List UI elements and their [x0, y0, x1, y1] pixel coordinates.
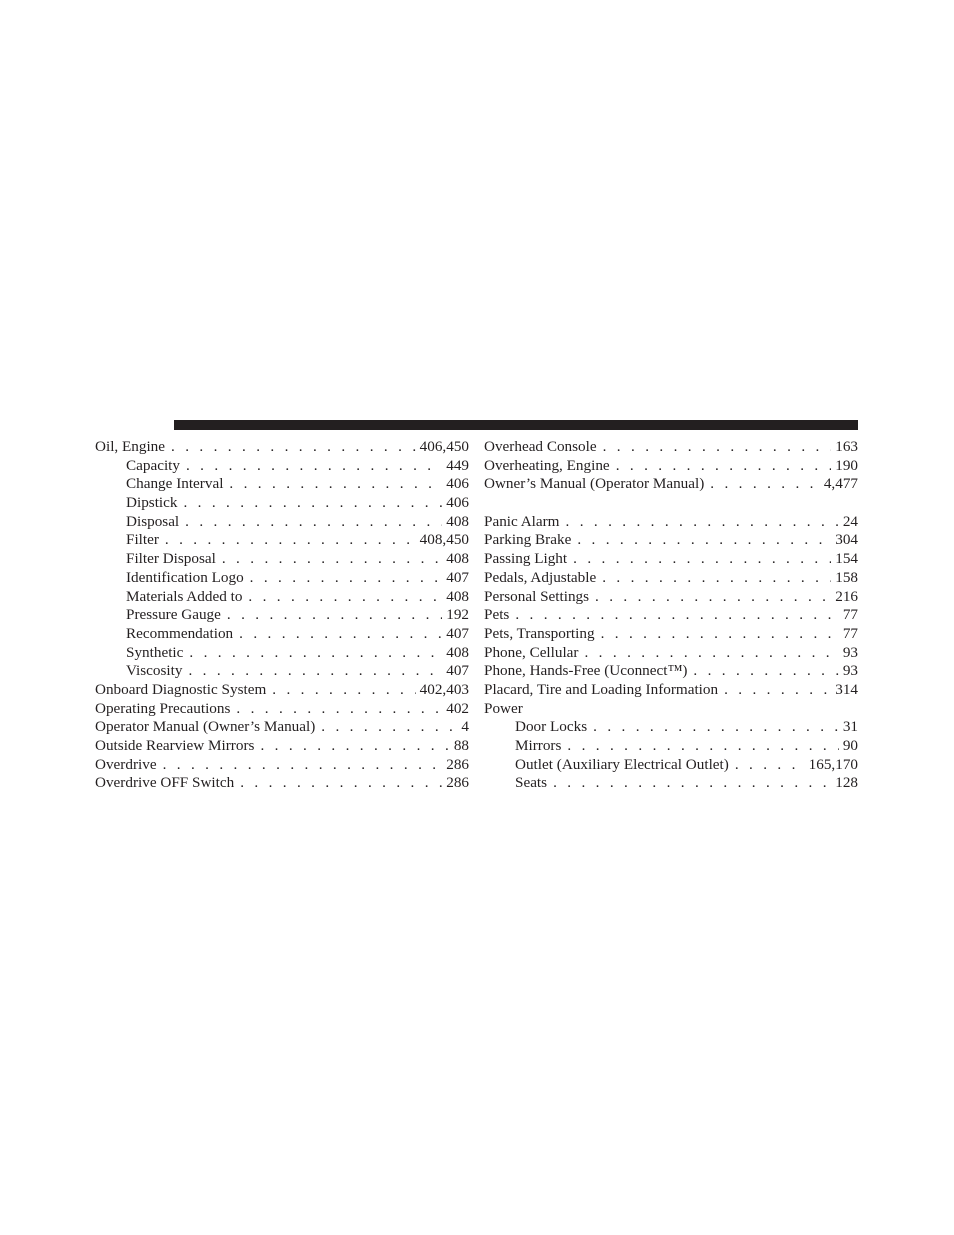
entry-label: Phone, Cellular — [484, 643, 579, 661]
entry-label: Passing Light — [484, 550, 568, 568]
entry-label: Overhead Console — [484, 438, 597, 455]
entry-page-number: 93 — [842, 662, 858, 680]
dot-leader — [553, 774, 831, 793]
entry-page-number: 407 — [446, 624, 469, 642]
entry-label: Change Interval — [126, 475, 224, 493]
dot-leader — [567, 737, 838, 756]
index-subentry[interactable] — [95, 569, 469, 588]
dot-leader — [185, 513, 442, 532]
dot-leader — [602, 569, 831, 588]
index-entry[interactable] — [484, 475, 858, 494]
entry-page-number: 163 — [835, 438, 858, 455]
entry-page-number: 314 — [835, 680, 858, 698]
dot-leader — [250, 569, 443, 588]
entry-page-number: 402,403 — [419, 680, 469, 698]
entry-page-number: 286 — [446, 774, 469, 792]
dot-leader — [584, 644, 838, 663]
entry-label: Filter — [126, 531, 159, 549]
index-subentry[interactable] — [95, 494, 469, 513]
dot-leader — [515, 606, 838, 625]
index-subentry[interactable] — [95, 550, 469, 569]
entry-page-number: 408 — [446, 512, 469, 530]
entry-page-number: 77 — [842, 624, 858, 642]
entry-page-number: 190 — [835, 456, 858, 474]
entry-label: Seats — [515, 774, 548, 792]
dot-leader — [248, 588, 442, 607]
index-entry[interactable] — [95, 737, 469, 756]
entry-label: Identification Logo — [126, 568, 244, 586]
dot-leader — [163, 756, 443, 775]
entry-label: Disposal — [126, 512, 180, 530]
index-entry[interactable] — [95, 700, 469, 719]
entry-label: Overheating, Engine — [484, 456, 610, 474]
index-column-left — [95, 438, 469, 793]
entry-label: Pressure Gauge — [126, 606, 221, 624]
dot-leader — [321, 718, 457, 737]
entry-label: Outside Rearview Mirrors — [95, 737, 255, 754]
index-subentry[interactable] — [95, 588, 469, 607]
entry-label: Dipstick — [126, 494, 178, 512]
entry-page-number: 192 — [446, 606, 469, 624]
entry-label: Oil, Engine — [95, 438, 166, 455]
dot-leader — [240, 774, 442, 793]
index-entry[interactable] — [484, 681, 858, 700]
entry-page-number: 406,450 — [419, 438, 469, 455]
index-subentry[interactable] — [95, 531, 469, 550]
index-subentry[interactable] — [484, 737, 858, 756]
entry-label: Pets, Transporting — [484, 624, 595, 642]
index-entry[interactable] — [484, 531, 858, 550]
index-entry[interactable] — [484, 438, 858, 457]
entry-label: Power — [484, 699, 523, 717]
index-spacer — [484, 494, 858, 513]
entry-page-number: 158 — [835, 568, 858, 586]
dot-leader — [165, 531, 416, 550]
dot-leader — [595, 588, 831, 607]
index-subentry[interactable] — [484, 774, 858, 793]
dot-leader — [735, 756, 805, 775]
entry-page-number: 408,450 — [419, 531, 469, 549]
entry-page-number: 88 — [453, 737, 469, 754]
entry-page-number: 407 — [446, 568, 469, 586]
entry-page-number: 93 — [842, 643, 858, 661]
entry-label: Parking Brake — [484, 531, 572, 549]
index-entry[interactable] — [484, 457, 858, 476]
entry-page-number: 165,170 — [808, 755, 858, 773]
index-entry[interactable] — [484, 588, 858, 607]
dot-leader — [577, 531, 831, 550]
entry-label: Panic Alarm — [484, 512, 560, 530]
dot-leader — [236, 700, 442, 719]
dot-leader — [229, 475, 442, 494]
entry-page-number: 407 — [446, 662, 469, 680]
index-entry[interactable] — [484, 662, 858, 681]
index-subentry[interactable] — [95, 475, 469, 494]
index-entry[interactable] — [95, 438, 469, 457]
entry-page-number: 31 — [842, 718, 858, 736]
dot-leader — [189, 644, 442, 663]
index-entry[interactable] — [484, 513, 858, 532]
index-entry[interactable] — [484, 700, 858, 719]
index-subentry[interactable] — [95, 513, 469, 532]
index-subentry[interactable] — [95, 606, 469, 625]
entry-page-number: 406 — [446, 494, 469, 512]
entry-page-number: 90 — [842, 737, 858, 754]
dot-leader — [601, 625, 839, 644]
entry-label: Operating Precautions — [95, 699, 231, 717]
index-entry[interactable] — [484, 569, 858, 588]
index-subentry[interactable] — [95, 625, 469, 644]
entry-label: Capacity — [126, 456, 180, 474]
entry-page-number: 4,477 — [823, 475, 858, 493]
entry-page-number: 4 — [461, 718, 469, 736]
entry-label: Outlet (Auxiliary Electrical Outlet) — [515, 755, 729, 773]
dot-leader — [188, 662, 442, 681]
entry-label: Overdrive — [95, 755, 157, 773]
entry-label: Pets — [484, 606, 510, 624]
entry-label: Materials Added to — [126, 587, 243, 605]
entry-page-number: 304 — [835, 531, 858, 549]
index-subentry[interactable] — [484, 718, 858, 737]
index-entry[interactable] — [484, 606, 858, 625]
entry-page-number: 408 — [446, 587, 469, 605]
dot-leader — [603, 438, 832, 457]
index-entry[interactable] — [484, 625, 858, 644]
index-entry[interactable] — [484, 644, 858, 663]
entry-label: Onboard Diagnostic System — [95, 680, 267, 698]
dot-leader — [693, 662, 838, 681]
index-subentry[interactable] — [95, 662, 469, 681]
entry-page-number: 128 — [835, 774, 858, 792]
entry-page-number: 216 — [835, 587, 858, 605]
entry-label: Overdrive OFF Switch — [95, 774, 235, 792]
entry-label: Synthetic — [126, 643, 184, 661]
entry-page-number: 449 — [446, 456, 469, 474]
dot-leader — [239, 625, 442, 644]
dot-leader — [227, 606, 442, 625]
dot-leader — [593, 718, 839, 737]
dot-leader — [171, 438, 416, 457]
entry-page-number: 77 — [842, 606, 858, 624]
entry-label: Mirrors — [515, 737, 562, 754]
index-entry[interactable] — [95, 718, 469, 737]
dot-leader — [573, 550, 831, 569]
dot-leader — [710, 475, 820, 494]
entry-label: Viscosity — [126, 662, 183, 680]
entry-page-number: 408 — [446, 643, 469, 661]
dot-leader — [222, 550, 442, 569]
entry-page-number: 154 — [835, 550, 858, 568]
index-subentry[interactable] — [484, 756, 858, 775]
index-subentry[interactable] — [95, 644, 469, 663]
index-subentry[interactable] — [95, 457, 469, 476]
entry-page-number: 24 — [842, 512, 858, 530]
dot-leader — [260, 737, 449, 756]
dot-leader — [272, 681, 415, 700]
entry-label: Filter Disposal — [126, 550, 216, 568]
entry-label: Placard, Tire and Loading Information — [484, 680, 719, 698]
entry-label: Personal Settings — [484, 587, 590, 605]
entry-page-number: 406 — [446, 475, 469, 493]
entry-page-number: 402 — [446, 699, 469, 717]
entry-label: Phone, Hands-Free (Uconnect™) — [484, 662, 688, 680]
entry-label: Owner’s Manual (Operator Manual) — [484, 475, 705, 493]
index-entry[interactable] — [95, 774, 469, 793]
entry-label: Pedals, Adjustable — [484, 568, 597, 586]
dot-leader — [616, 457, 832, 476]
entry-page-number: 408 — [446, 550, 469, 568]
entry-label: Door Locks — [515, 718, 588, 736]
index-entry[interactable] — [95, 681, 469, 700]
section-header-bar — [174, 420, 858, 430]
entry-page-number: 286 — [446, 755, 469, 773]
entry-label: Operator Manual (Owner’s Manual) — [95, 718, 316, 736]
dot-leader — [566, 513, 839, 532]
dot-leader — [186, 457, 442, 476]
index-column-right — [484, 438, 858, 793]
index-entry[interactable] — [95, 756, 469, 775]
entry-label: Recommendation — [126, 624, 234, 642]
index-entry[interactable] — [484, 550, 858, 569]
dot-leader — [724, 681, 831, 700]
dot-leader — [183, 494, 442, 513]
